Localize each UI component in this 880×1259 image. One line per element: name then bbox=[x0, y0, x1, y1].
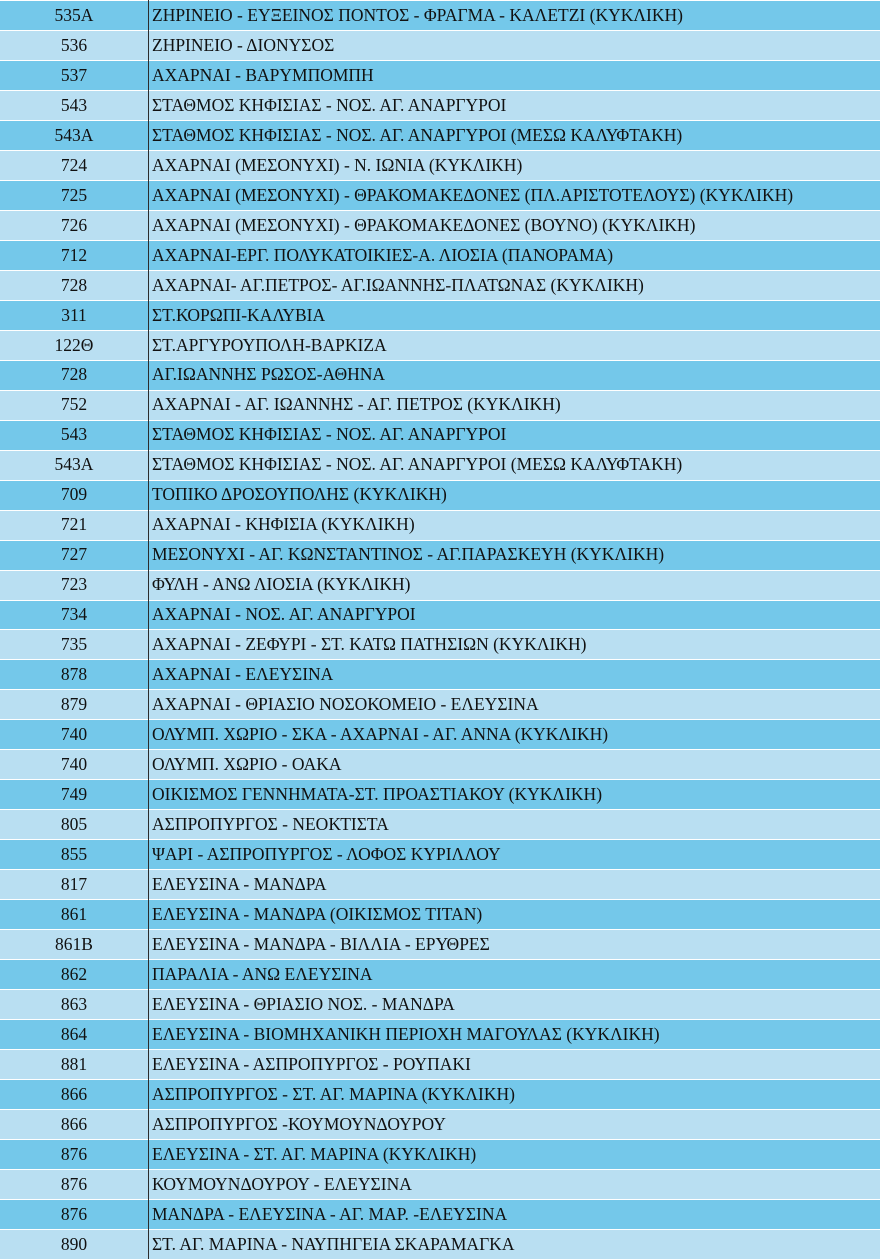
route-number-cell: 863 bbox=[0, 990, 149, 1020]
table-row bbox=[0, 870, 880, 900]
route-number-cell: 878 bbox=[0, 660, 149, 690]
route-description-cell: ΑΧΑΡΝΑΙ- ΑΓ.ΠΕΤΡΟΣ- ΑΓ.ΙΩΑΝΝΗΣ-ΠΛΑΤΩΝΑΣ (ΚΥΚΛΙΚΗ) bbox=[149, 270, 880, 300]
table-row bbox=[0, 780, 880, 810]
table-row bbox=[0, 450, 880, 480]
route-description-cell: ΟΙΚΙΣΜΟΣ ΓΕΝΝΗΜΑΤΑ-ΣΤ. ΠΡΟΑΣΤΙΑΚΟΥ (ΚΥΚΛΙΚΗ) bbox=[149, 780, 880, 810]
table-row bbox=[0, 630, 880, 660]
route-description-cell: ΑΧΑΡΝΑΙ - ΕΛΕΥΣΙΝΑ bbox=[149, 660, 880, 690]
route-description-cell: ΖΗΡΙΝΕΙΟ - ΕΥΞΕΙΝΟΣ ΠΟΝΤΟΣ - ΦΡΑΓΜΑ - ΚΑΛΕΤΖΙ (ΚΥΚΛΙΚΗ) bbox=[149, 1, 880, 31]
route-number-cell: 805 bbox=[0, 810, 149, 840]
route-description-cell: ΨΑΡΙ - ΑΣΠΡΟΠΥΡΓΟΣ - ΛΟΦΟΣ ΚΥΡΙΛΛΟΥ bbox=[149, 840, 880, 870]
route-description-cell: ΑΣΠΡΟΠΥΡΓΟΣ - ΝΕΟΚΤΙΣΤΑ bbox=[149, 810, 880, 840]
route-number-cell: 817 bbox=[0, 870, 149, 900]
route-description-cell: ΑΧΑΡΝΑΙ (ΜΕΣΟΝΥΧΙ) - ΘΡΑΚΟΜΑΚΕΔΟΝΕΣ (ΒΟΥΝΟ) (ΚΥΚΛΙΚΗ) bbox=[149, 210, 880, 240]
table-row bbox=[0, 1199, 880, 1229]
route-number-cell: 728 bbox=[0, 360, 149, 390]
route-description-cell: ΑΧΑΡΝΑΙ - ΘΡΙΑΣΙΟ ΝΟΣΟΚΟΜΕΙΟ - ΕΛΕΥΣΙΝΑ bbox=[149, 690, 880, 720]
route-number-cell: 890 bbox=[0, 1229, 149, 1259]
route-description-cell: ΟΛΥΜΠ. ΧΩΡΙΟ - ΣΚΑ - ΑΧΑΡΝΑΙ - ΑΓ. ΑΝΝΑ (ΚΥΚΛΙΚΗ) bbox=[149, 720, 880, 750]
route-number-cell: 855 bbox=[0, 840, 149, 870]
table-row bbox=[0, 690, 880, 720]
table-row bbox=[0, 300, 880, 330]
route-description-cell: ΕΛΕΥΣΙΝΑ - ΑΣΠΡΟΠΥΡΓΟΣ - ΡΟΥΠΑΚΙ bbox=[149, 1050, 880, 1080]
route-number-cell: 866 bbox=[0, 1080, 149, 1110]
routes-table-body bbox=[0, 1, 880, 1259]
route-description-cell: ΑΧΑΡΝΑΙ (ΜΕΣΟΝΥΧΙ) - ΘΡΑΚΟΜΑΚΕΔΟΝΕΣ (ΠΛ.ΑΡΙΣΤΟΤΕΛΟΥΣ) (ΚΥΚΛΙΚΗ) bbox=[149, 180, 880, 210]
route-number-cell: 727 bbox=[0, 540, 149, 570]
table-row bbox=[0, 990, 880, 1020]
table-row bbox=[0, 31, 880, 61]
route-number-cell: 543 bbox=[0, 420, 149, 450]
route-number-cell: 861 bbox=[0, 900, 149, 930]
route-description-cell: ΣΤ.ΑΡΓΥΡΟΥΠΟΛΗ-ΒΑΡΚΙΖΑ bbox=[149, 330, 880, 360]
route-description-cell: ΠΑΡΑΛΙΑ - ΑΝΩ ΕΛΕΥΣΙΝΑ bbox=[149, 960, 880, 990]
route-number-cell: 311 bbox=[0, 300, 149, 330]
table-row bbox=[0, 330, 880, 360]
table-row bbox=[0, 1, 880, 31]
route-description-cell: ΖΗΡΙΝΕΙΟ - ΔΙΟΝΥΣΟΣ bbox=[149, 31, 880, 61]
route-description-cell: ΕΛΕΥΣΙΝΑ - ΜΑΝΔΡΑ bbox=[149, 870, 880, 900]
table-row bbox=[0, 420, 880, 450]
route-number-cell: 734 bbox=[0, 600, 149, 630]
table-row bbox=[0, 270, 880, 300]
route-number-cell: 752 bbox=[0, 390, 149, 420]
route-number-cell: 866 bbox=[0, 1109, 149, 1139]
route-description-cell: ΣΤΑΘΜΟΣ ΚΗΦΙΣΙΑΣ - ΝΟΣ. ΑΓ. ΑΝΑΡΓΥΡΟΙ bbox=[149, 91, 880, 121]
table-row bbox=[0, 600, 880, 630]
route-description-cell: ΣΤΑΘΜΟΣ ΚΗΦΙΣΙΑΣ - ΝΟΣ. ΑΓ. ΑΝΑΡΓΥΡΟΙ (ΜΕΣΩ ΚΑΛΥΦΤΑΚΗ) bbox=[149, 121, 880, 151]
route-number-cell: 712 bbox=[0, 240, 149, 270]
route-number-cell: 876 bbox=[0, 1139, 149, 1169]
route-description-cell: ΕΛΕΥΣΙΝΑ - ΣΤ. ΑΓ. ΜΑΡΙΝΑ (ΚΥΚΛΙΚΗ) bbox=[149, 1139, 880, 1169]
route-description-cell: ΤΟΠΙΚΟ ΔΡΟΣΟΥΠΟΛΗΣ (ΚΥΚΛΙΚΗ) bbox=[149, 480, 880, 510]
route-number-cell: 862 bbox=[0, 960, 149, 990]
route-description-cell: ΑΧΑΡΝΑΙ-ΕΡΓ. ΠΟΛΥΚΑΤΟΙΚΙΕΣ-Α. ΛΙΟΣΙΑ (ΠΑΝΟΡΑΜΑ) bbox=[149, 240, 880, 270]
table-row bbox=[0, 540, 880, 570]
table-row bbox=[0, 720, 880, 750]
route-number-cell: 709 bbox=[0, 480, 149, 510]
route-number-cell: 749 bbox=[0, 780, 149, 810]
route-number-cell: 864 bbox=[0, 1020, 149, 1050]
route-number-cell: 724 bbox=[0, 150, 149, 180]
route-number-cell: 537 bbox=[0, 61, 149, 91]
table-row bbox=[0, 150, 880, 180]
table-row bbox=[0, 1139, 880, 1169]
table-row bbox=[0, 210, 880, 240]
route-number-cell: 726 bbox=[0, 210, 149, 240]
table-row bbox=[0, 61, 880, 91]
route-description-cell: ΑΣΠΡΟΠΥΡΓΟΣ -ΚΟΥΜΟΥΝΔΟΥΡΟΥ bbox=[149, 1109, 880, 1139]
route-number-cell: 861Β bbox=[0, 930, 149, 960]
route-number-cell: 543 bbox=[0, 91, 149, 121]
route-number-cell: 543Α bbox=[0, 121, 149, 151]
route-description-cell: ΕΛΕΥΣΙΝΑ - ΜΑΝΔΡΑ (ΟΙΚΙΣΜΟΣ ΤΙΤΑΝ) bbox=[149, 900, 880, 930]
table-row bbox=[0, 900, 880, 930]
route-number-cell: 725 bbox=[0, 180, 149, 210]
table-row bbox=[0, 180, 880, 210]
table-row bbox=[0, 840, 880, 870]
route-description-cell: ΕΛΕΥΣΙΝΑ - ΘΡΙΑΣΙΟ ΝΟΣ. - ΜΑΝΔΡΑ bbox=[149, 990, 880, 1020]
table-row bbox=[0, 1050, 880, 1080]
route-number-cell: 728 bbox=[0, 270, 149, 300]
route-number-cell: 876 bbox=[0, 1169, 149, 1199]
route-description-cell: ΑΧΑΡΝΑΙ - ΖΕΦΥΡΙ - ΣΤ. ΚΑΤΩ ΠΑΤΗΣΙΩΝ (ΚΥΚΛΙΚΗ) bbox=[149, 630, 880, 660]
route-number-cell: 879 bbox=[0, 690, 149, 720]
table-row bbox=[0, 91, 880, 121]
table-row bbox=[0, 660, 880, 690]
route-number-cell: 740 bbox=[0, 720, 149, 750]
route-number-cell: 122Θ bbox=[0, 330, 149, 360]
route-number-cell: 881 bbox=[0, 1050, 149, 1080]
route-description-cell: ΣΤΑΘΜΟΣ ΚΗΦΙΣΙΑΣ - ΝΟΣ. ΑΓ. ΑΝΑΡΓΥΡΟΙ bbox=[149, 420, 880, 450]
route-number-cell: 876 bbox=[0, 1199, 149, 1229]
table-row bbox=[0, 1109, 880, 1139]
route-description-cell: ΕΛΕΥΣΙΝΑ - ΜΑΝΔΡΑ - ΒΙΛΛΙΑ - ΕΡΥΘΡΕΣ bbox=[149, 930, 880, 960]
table-row bbox=[0, 360, 880, 390]
table-row bbox=[0, 1229, 880, 1259]
route-description-cell: ΜΕΣΟΝΥΧΙ - ΑΓ. ΚΩΝΣΤΑΝΤΙΝΟΣ - ΑΓ.ΠΑΡΑΣΚΕΥΗ (ΚΥΚΛΙΚΗ) bbox=[149, 540, 880, 570]
table-row bbox=[0, 1020, 880, 1050]
route-number-cell: 740 bbox=[0, 750, 149, 780]
table-row bbox=[0, 480, 880, 510]
route-description-cell: ΑΧΑΡΝΑΙ - ΒΑΡΥΜΠΟΜΠΗ bbox=[149, 61, 880, 91]
route-description-cell: ΑΧΑΡΝΑΙ (ΜΕΣΟΝΥΧΙ) - Ν. ΙΩΝΙΑ (ΚΥΚΛΙΚΗ) bbox=[149, 150, 880, 180]
route-description-cell: ΦΥΛΗ - ΑΝΩ ΛΙΟΣΙΑ (ΚΥΚΛΙΚΗ) bbox=[149, 570, 880, 600]
table-row bbox=[0, 750, 880, 780]
table-row bbox=[0, 240, 880, 270]
table-row bbox=[0, 930, 880, 960]
route-number-cell: 543Α bbox=[0, 450, 149, 480]
route-description-cell: ΣΤ.ΚΟΡΩΠΙ-ΚΑΛΥΒΙΑ bbox=[149, 300, 880, 330]
route-description-cell: ΑΧΑΡΝΑΙ - ΝΟΣ. ΑΓ. ΑΝΑΡΓΥΡΟΙ bbox=[149, 600, 880, 630]
route-number-cell: 535Α bbox=[0, 1, 149, 31]
route-description-cell: ΣΤΑΘΜΟΣ ΚΗΦΙΣΙΑΣ - ΝΟΣ. ΑΓ. ΑΝΑΡΓΥΡΟΙ (ΜΕΣΩ ΚΑΛΥΦΤΑΚΗ) bbox=[149, 450, 880, 480]
route-description-cell: ΜΑΝΔΡΑ - ΕΛΕΥΣΙΝΑ - ΑΓ. ΜΑΡ. -ΕΛΕΥΣΙΝΑ bbox=[149, 1199, 880, 1229]
route-description-cell: ΑΣΠΡΟΠΥΡΓΟΣ - ΣΤ. ΑΓ. ΜΑΡΙΝΑ (ΚΥΚΛΙΚΗ) bbox=[149, 1080, 880, 1110]
route-description-cell: ΕΛΕΥΣΙΝΑ - ΒΙΟΜΗΧΑΝΙΚΗ ΠΕΡΙΟΧΗ ΜΑΓΟΥΛΑΣ (ΚΥΚΛΙΚΗ) bbox=[149, 1020, 880, 1050]
table-row bbox=[0, 570, 880, 600]
table-row bbox=[0, 960, 880, 990]
route-description-cell: ΟΛΥΜΠ. ΧΩΡΙΟ - ΟΑΚΑ bbox=[149, 750, 880, 780]
table-row bbox=[0, 510, 880, 540]
table-row bbox=[0, 121, 880, 151]
route-number-cell: 723 bbox=[0, 570, 149, 600]
route-number-cell: 536 bbox=[0, 31, 149, 61]
table-row bbox=[0, 1080, 880, 1110]
route-description-cell: ΣΤ. ΑΓ. ΜΑΡΙΝΑ - ΝΑΥΠΗΓΕΙΑ ΣΚΑΡΑΜΑΓΚΑ bbox=[149, 1229, 880, 1259]
route-number-cell: 721 bbox=[0, 510, 149, 540]
route-description-cell: ΚΟΥΜΟΥΝΔΟΥΡΟΥ - ΕΛΕΥΣΙΝΑ bbox=[149, 1169, 880, 1199]
route-number-cell: 735 bbox=[0, 630, 149, 660]
table-row bbox=[0, 810, 880, 840]
route-description-cell: ΑΧΑΡΝΑΙ - ΑΓ. ΙΩΑΝΝΗΣ - ΑΓ. ΠΕΤΡΟΣ (ΚΥΚΛΙΚΗ) bbox=[149, 390, 880, 420]
route-description-cell: ΑΓ.ΙΩΑΝΝΗΣ ΡΩΣΟΣ-ΑΘΗΝΑ bbox=[149, 360, 880, 390]
table-row bbox=[0, 390, 880, 420]
route-description-cell: ΑΧΑΡΝΑΙ - ΚΗΦΙΣΙΑ (ΚΥΚΛΙΚΗ) bbox=[149, 510, 880, 540]
table-row bbox=[0, 1169, 880, 1199]
